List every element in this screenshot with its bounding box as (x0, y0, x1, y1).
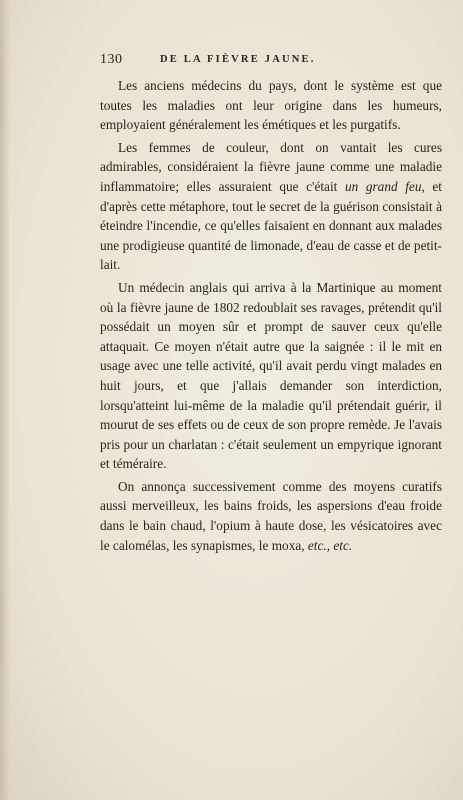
page-gutter-shadow (0, 0, 10, 800)
page-header (100, 50, 448, 72)
paragraph-4-text: On annonça successivement comme des moyens curatifs aussi merveilleux, les bains froids, les aspersions d'eau froide dans le bain chaud, l'opium à haute dose, les vésicatoires avec le calomélas, les synapismes, le moxa, (100, 478, 442, 553)
paragraph-4 (100, 477, 442, 555)
paragraph-3: Un médecin anglais qui arriva à la Martinique au moment où la fièvre jaune de 1802 redoublait ses ravages, prétendit qu'il possédait un moyen sûr et prompt de sauver ceux qu'elle attaquait. Ce moyen n'était autre que la saignée : il le mit en usage avec une telle activité, qu'il avait perdu vingt malades en huit jours, et que j'allais demander son interdiction, lorsqu'atteint lui-même de la maladie qu'il prétendait guérir, il mourut de ses effets ou de ceux de son propre remède. Je l'avais pris pour un charlatan : c'était seulement un empyrique ignorant et téméraire. (100, 279, 442, 472)
running-title: DE LA FIÈVRE JAUNE. (160, 54, 316, 65)
paragraph-2-italic: un grand feu (344, 178, 422, 194)
paragraph-4-italic: etc., etc. (307, 537, 353, 553)
paragraph-2-text-b: , et d'après cette métaphore, tout le secret de la guérison consistait à éteindre l'incendie, ce qu'elles faisaient en donnant aux malades une prodigieuse quantité de limonade, d'eau de casse et de petit-lait. (100, 178, 442, 273)
page-number: 130 (100, 52, 123, 67)
paragraph-2-text-a: Les femmes de couleur, dont on vantait les cures admirables, considéraient la fièvre jaune comme une maladie inflammatoire; elles assuraient que c'était (100, 139, 442, 194)
body-text (100, 76, 442, 557)
paragraph-1: Les anciens médecins du pays, dont le système est que toutes les maladies ont leur origine dans les humeurs, employaient généralement les émétiques et les purgatifs. (100, 78, 442, 133)
paragraph-2 (100, 138, 442, 275)
